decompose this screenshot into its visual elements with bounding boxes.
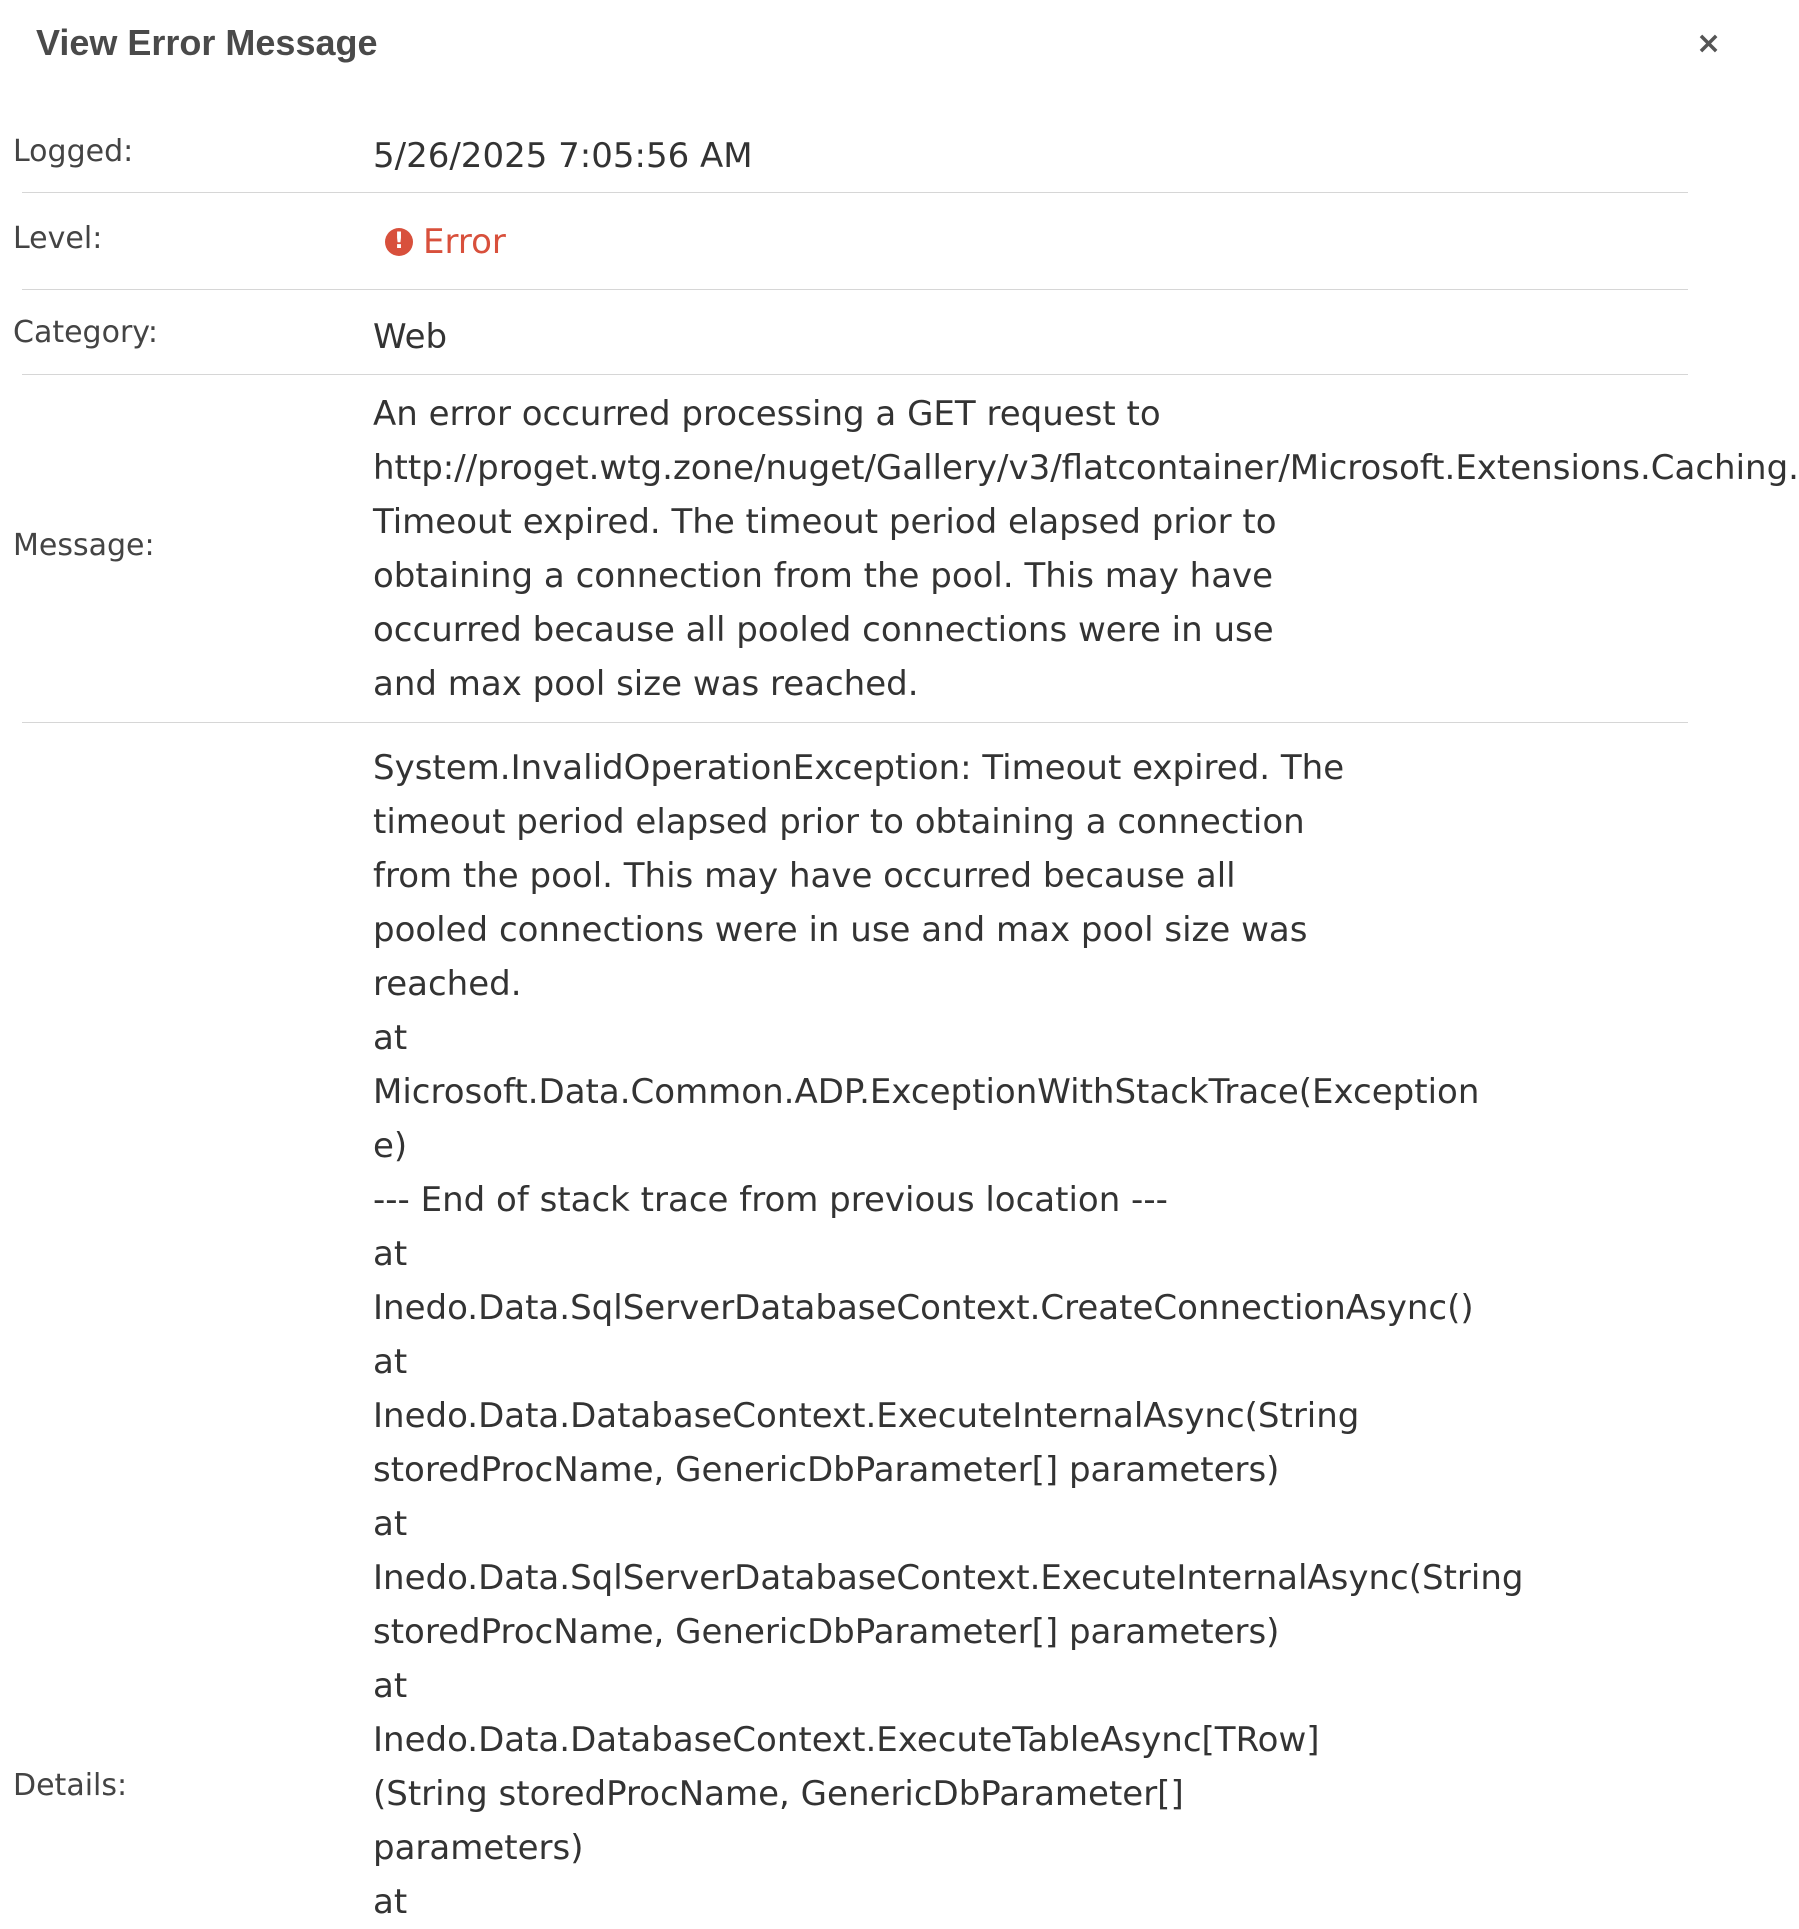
close-button[interactable]: × — [1696, 26, 1722, 61]
level-row — [0, 193, 1709, 289]
message-value: An error occurred processing a GET request to http://proget.wtg.zone/nuget/Gallery/v3/flatcontainer/Microsoft.Extensions.Caching. Timeout expired. The timeout period elapsed prior to obtaining a connection from the pool. This may have occurred because all pooled connections were in use and max pool size was reached. — [373, 394, 1799, 704]
dialog-header — [0, 0, 1722, 92]
error-icon: ! — [385, 228, 413, 256]
message-label: Message: — [13, 528, 155, 563]
message-row — [0, 375, 1799, 722]
category-row — [0, 290, 1709, 374]
category-value: Web — [373, 317, 448, 357]
level-value: Error — [423, 222, 506, 262]
level-label: Level: — [13, 221, 103, 256]
logged-row — [0, 120, 1709, 192]
dialog-title: View Error Message — [36, 22, 378, 63]
logged-label: Logged: — [13, 134, 134, 169]
category-label: Category: — [13, 315, 158, 350]
details-label: Details: — [13, 1768, 128, 1803]
details-value: System.InvalidOperationException: Timeout expired. The timeout period elapsed prior to obtaining a connection from the pool. This may have occurred because all pooled connections were in use and max pool size was reached. at Microsoft.Data.Common.ADP.ExceptionWithStackTrace(Exception e) --- End of stack trace from previous location --- at Inedo.Data.SqlServerDatabaseContext.CreateConnectionAsync() at Inedo.Data.DatabaseContext.ExecuteInternalAsync(String storedProcName, GenericDbParameter[] parameters) at Inedo.Data.SqlServerDatabaseContext.ExecuteInternalAsync(String storedProcName, GenericDbParameter[] parameters) at Inedo.Data.DatabaseContext.ExecuteTableAsync[TRow] (String storedProcName, GenericDbParameter[] parameters) at — [373, 748, 1524, 1922]
logged-value: 5/26/2025 7:05:56 AM — [373, 136, 753, 176]
details-row — [0, 723, 1709, 1923]
level-value-wrapper — [373, 215, 506, 269]
